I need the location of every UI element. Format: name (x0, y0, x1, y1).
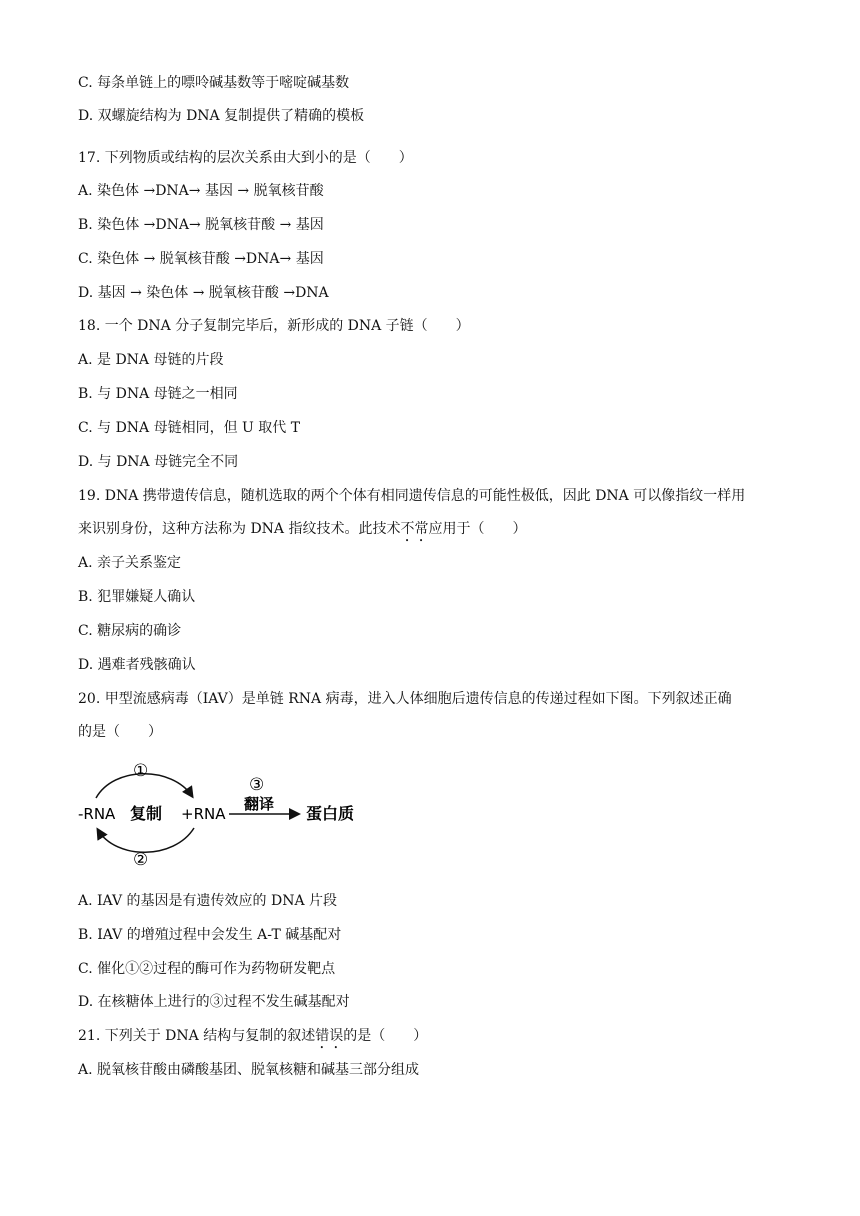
option-19c: C. 糖尿病的确诊 (78, 623, 182, 639)
question-19-line1: 19. DNA 携带遗传信息，随机选取的两个个体有相同遗传信息的可能性极低，因此 DNA 可以像指纹一样用 (78, 488, 746, 504)
q19-text-before: 来识别身份，这种方法称为 DNA 指纹技术。此技术 (78, 521, 401, 537)
option-20d: D. 在核糖体上进行的③过程不发生碱基配对 (78, 994, 350, 1010)
iav-diagram (74, 760, 374, 872)
option-19d: D. 遇难者残骸确认 (78, 657, 196, 673)
question-18: 18. 一个 DNA 分子复制完毕后，新形成的 DNA 子链（ ） (78, 318, 470, 334)
circle-3-label: ③ (249, 775, 265, 795)
option-17a: A. 染色体 →DNA→ 基因 → 脱氧核苷酸 (78, 183, 324, 199)
question-17: 17. 下列物质或结构的层次关系由大到小的是（ ） (78, 150, 413, 166)
pos-rna-label: +RNA (181, 805, 226, 823)
question-20-line2: 的是（ ） (78, 724, 162, 740)
question-19-line2 (78, 519, 526, 545)
option-20b: B. IAV 的增殖过程中会发生 A-T 碱基配对 (78, 927, 342, 943)
q19-emphasis: 不常 (400, 521, 429, 537)
option-20a: A. IAV 的基因是有遗传效应的 DNA 片段 (78, 893, 337, 909)
option-18d: D. 与 DNA 母链完全不同 (78, 454, 239, 470)
q21-text-after: 的是（ ） (343, 1028, 428, 1044)
q21-emphasis: 错误 (315, 1028, 344, 1044)
question-21 (78, 1026, 427, 1052)
line-16c: C. 每条单链上的嘌呤碱基数等于嘧啶碱基数 (78, 75, 350, 91)
circle-1-label: ① (133, 761, 149, 781)
replicate-label: 复制 (130, 804, 163, 823)
option-19a: A. 亲子关系鉴定 (78, 555, 182, 571)
q19-text-after: 应用于（ ） (428, 521, 527, 537)
replication-arrow-bottom (98, 828, 194, 852)
option-18b: B. 与 DNA 母链之一相同 (78, 386, 238, 402)
option-18c: C. 与 DNA 母链相同，但 U 取代 T (78, 420, 301, 436)
circle-2-label: ② (133, 850, 149, 870)
translate-label: 翻译 (244, 795, 275, 813)
option-17d: D. 基因 → 染色体 → 脱氧核苷酸 →DNA (78, 285, 329, 301)
q21-text-before: 21. 下列关于 DNA 结构与复制的叙述 (78, 1028, 316, 1044)
option-17c: C. 染色体 → 脱氧核苷酸 →DNA→ 基因 (78, 251, 324, 267)
option-20c: C. 催化①②过程的酶可作为药物研发靶点 (78, 961, 336, 977)
question-20-line1: 20. 甲型流感病毒（IAV）是单链 RNA 病毒，进入人体细胞后遗传信息的传递过程如下图。下列叙述正确 (78, 691, 732, 707)
neg-rna-label: -RNA (78, 805, 116, 823)
option-19b: B. 犯罪嫌疑人确认 (78, 589, 196, 605)
option-18a: A. 是 DNA 母链的片段 (78, 352, 224, 368)
option-17b: B. 染色体 →DNA→ 脱氧核苷酸 → 基因 (78, 217, 324, 233)
option-21a: A. 脱氧核苷酸由磷酸基团、脱氧核糖和碱基三部分组成 (78, 1062, 420, 1078)
protein-label: 蛋白质 (306, 804, 355, 823)
line-16d: D. 双螺旋结构为 DNA 复制提供了精确的模板 (78, 108, 365, 124)
